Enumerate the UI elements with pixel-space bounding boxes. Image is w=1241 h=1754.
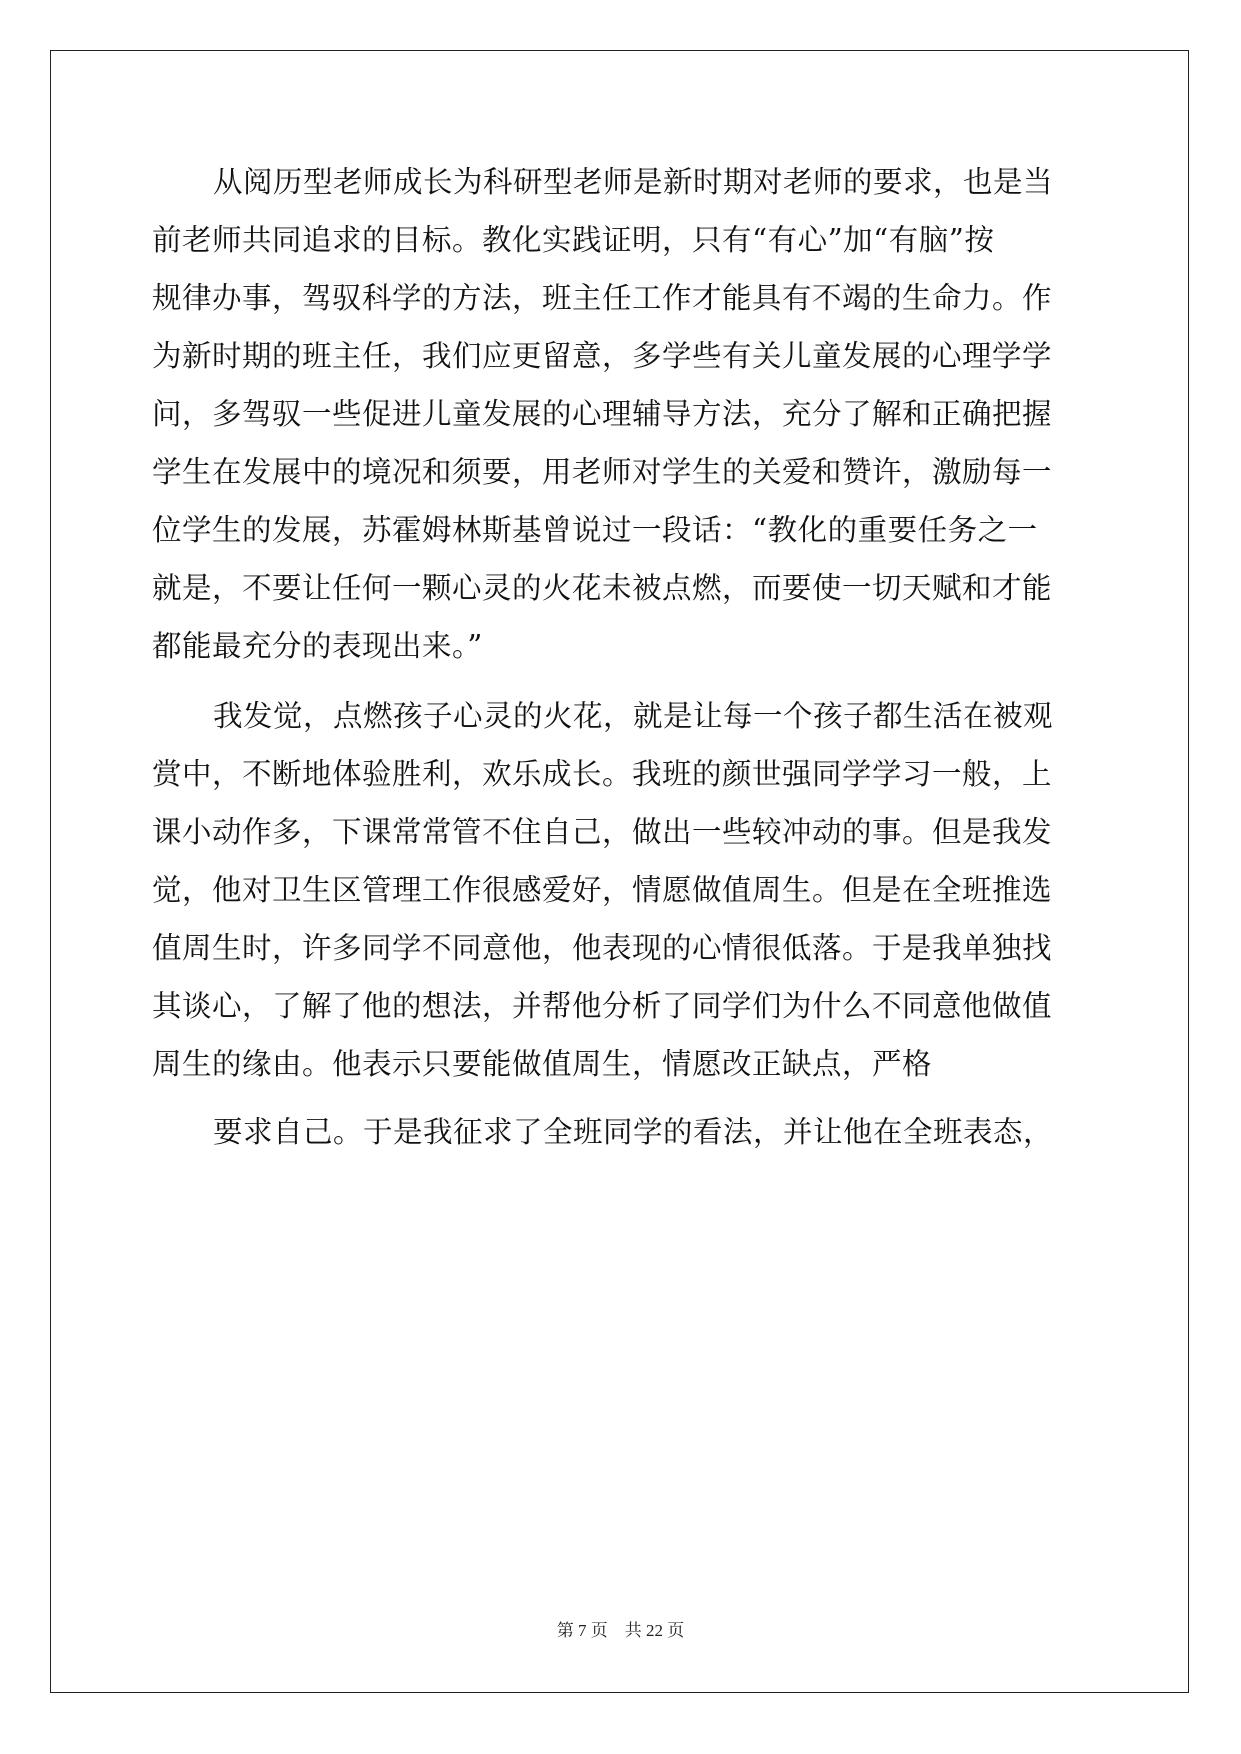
page-total: 共 22 页 — [624, 1621, 685, 1640]
text-line: 周生的缘由。他表示只要能做值周生，情愿改正缺点，严格 — [152, 1047, 933, 1081]
text-line: 从阅历型老师成长为科研型老师是新时期对老师的要求，也是当 — [213, 165, 1054, 199]
text-line: 为新时期的班主任，我们应更留意，多学些有关儿童发展的心理学学 — [152, 339, 1053, 373]
text-line: 都能最充分的表现出来。” — [152, 629, 483, 663]
text-line: 位学生的发展，苏霍姆林斯基曾说过一段话：“教化的重要任务之一 — [152, 513, 1038, 547]
text-line: 规律办事，驾驭科学的方法，班主任工作才能具有不竭的生命力。作 — [152, 281, 1053, 315]
text-line: 学生在发展中的境况和须要，用老师对学生的关爱和赞许，激励每一 — [152, 455, 1053, 489]
page-number: 第 7 页 — [556, 1621, 608, 1640]
page-footer — [0, 1616, 1241, 1641]
text-line: 赏中，不断地体验胜利，欢乐成长。我班的颜世强同学学习一般，上 — [152, 757, 1053, 791]
text-line: 值周生时，许多同学不同意他，他表现的心情很低落。于是我单独找 — [152, 931, 1053, 965]
text-line: 我发觉，点燃孩子心灵的火花，就是让每一个孩子都生活在被观 — [213, 699, 1054, 733]
text-line: 前老师共同追求的目标。教化实践证明，只有“有心”加“有脑”按 — [152, 223, 995, 257]
text-line: 觉，他对卫生区管理工作很感爱好，情愿做值周生。但是在全班推选 — [152, 873, 1053, 907]
text-line: 要求自己。于是我征求了全班同学的看法，并让他在全班表态， — [213, 1115, 1054, 1149]
text-line: 课小动作多，下课常常管不住自己，做出一些较冲动的事。但是我发 — [152, 815, 1053, 849]
text-line: 问，多驾驭一些促进儿童发展的心理辅导方法，充分了解和正确把握 — [152, 397, 1053, 431]
text-line: 就是，不要让任何一颗心灵的火花未被点燃，而要使一切天赋和才能 — [152, 571, 1053, 605]
text-line: 其谈心，了解了他的想法，并帮他分析了同学们为什么不同意他做值 — [152, 989, 1053, 1023]
